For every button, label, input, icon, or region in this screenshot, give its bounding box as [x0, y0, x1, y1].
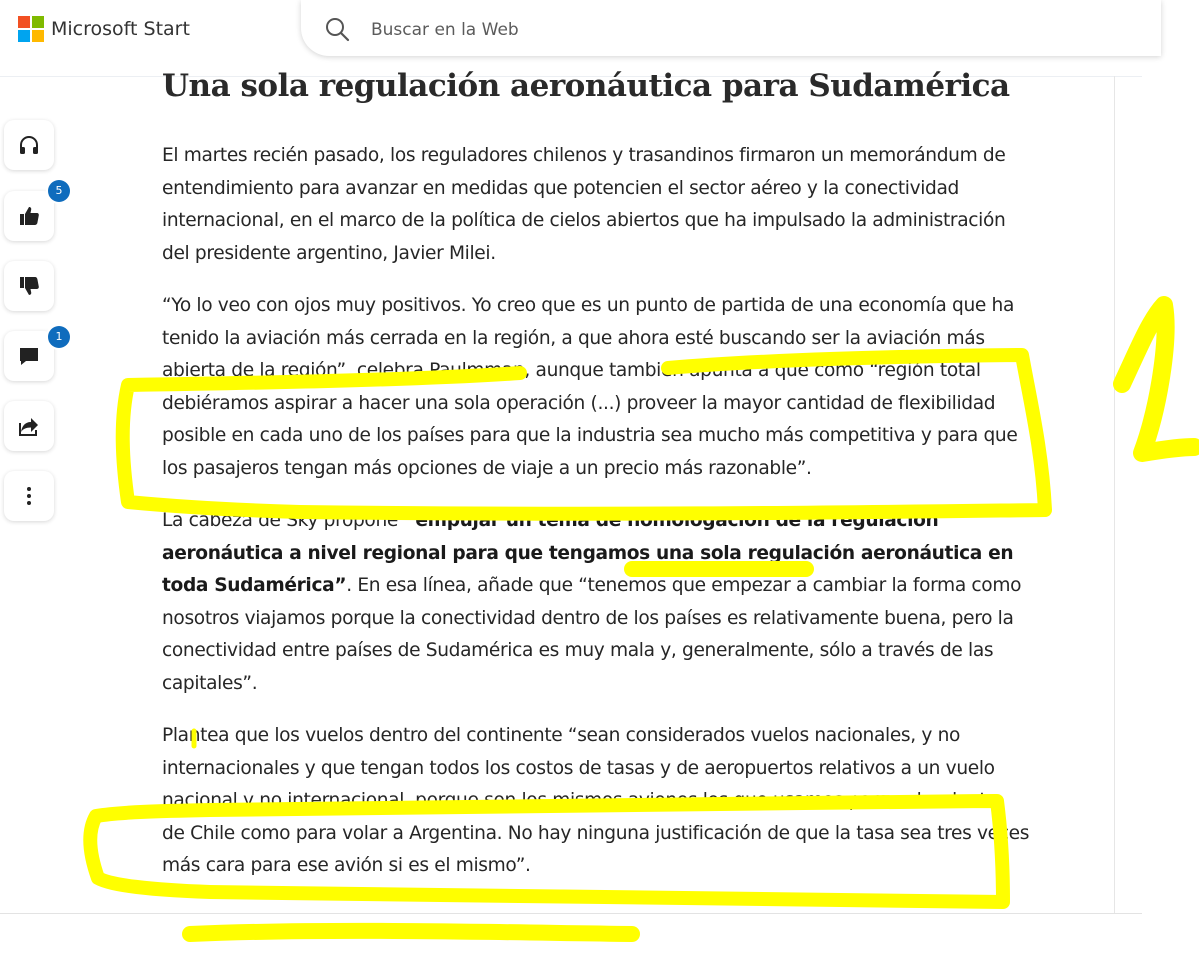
bottom-divider: [0, 913, 1142, 914]
content-right-divider: [1114, 76, 1115, 914]
article-body: [162, 66, 1032, 903]
thumbs-down-icon: [17, 274, 41, 298]
logo-square-red: [18, 16, 30, 28]
paragraph-3-rest: . En esa línea, añade que “tenemos que empezar a cambiar la forma como nosotros viajamos porque la conectividad dentro de los países es relativamente buena, pero la conectividad entre países de Sudamérica es muy mala y, generalmente, sólo a través de las capitales”.: [162, 575, 1022, 694]
annotation-underline-bottom: [190, 931, 632, 934]
more-options-button[interactable]: [4, 471, 54, 521]
article-title: Una sola regulación aeronáutica para Sudamérica: [162, 68, 1010, 104]
brand-name[interactable]: Microsoft Start: [51, 18, 190, 40]
search-icon[interactable]: [323, 15, 351, 43]
logo-square-blue: [18, 30, 30, 42]
logo-square-green: [32, 16, 44, 28]
paragraph-3-intro: La cabeza de Sky propone: [162, 510, 404, 531]
dislike-button[interactable]: [4, 261, 54, 311]
share-button[interactable]: [4, 401, 54, 451]
search-input[interactable]: [369, 15, 973, 45]
article-paragraph-4: Plantea que los vuelos dentro del continente “sean considerados vuelos nacionales, y no internacionales y que tengan todos los costos de tasas y de aeropuertos relativos a un vuelo nacional y no internacional, porque son los mismos aviones los que usamos para volar dentro de Chile como para volar a Argentina. No hay ninguna justificación de que la tasa sea tres veces más cara para ese avión si es el mismo”.: [162, 725, 1030, 876]
more-vertical-icon: [17, 484, 41, 508]
comment-icon: [17, 344, 41, 368]
listen-button[interactable]: [4, 120, 54, 170]
share-icon: [17, 414, 41, 438]
search-box[interactable]: [301, 0, 1161, 56]
logo-square-yellow: [32, 30, 44, 42]
headphones-icon: [17, 133, 41, 157]
article-paragraph-3: [162, 505, 1032, 700]
comment-count-badge: 1: [48, 326, 70, 348]
annotation-handwritten-1: [1122, 305, 1194, 453]
like-button[interactable]: [4, 191, 54, 241]
paragraph-3-bold-quote: “empujar un tema de homologación de la regulación aeronáutica a nivel regional para que tengamos una sola regulación aeronáutica en toda Sudamérica”: [162, 510, 1014, 596]
microsoft-logo-icon[interactable]: [18, 16, 44, 42]
article-paragraph-2: “Yo lo veo con ojos muy positivos. Yo creo que es un punto de partida de una economía que ha tenido la aviación más cerrada en la región, a que ahora esté buscando ser la aviación más abierta de la región”, celebra Paulmman, aunque también apunta a que como “región total debiéramos aspirar a hacer una sola operación (...) proveer la mayor cantidad de flexibilidad posible en cada uno de los países para que la industria sea mucho más competitiva y para que los pasajeros tengan más opciones de viaje a un precio más razonable”.: [162, 295, 1018, 479]
thumbs-up-icon: [17, 204, 41, 228]
comment-button[interactable]: [4, 331, 54, 381]
like-count-badge: 5: [48, 180, 70, 202]
article-paragraph-1: El martes recién pasado, los reguladores chilenos y trasandinos firmaron un memorándum de entendimiento para avanzar en medidas que potencien el sector aéreo y la conectividad internacional, en el marco de la política de cielos abiertos que ha impulsado la administración del presidente argentino, Javier Milei.: [162, 145, 1006, 264]
